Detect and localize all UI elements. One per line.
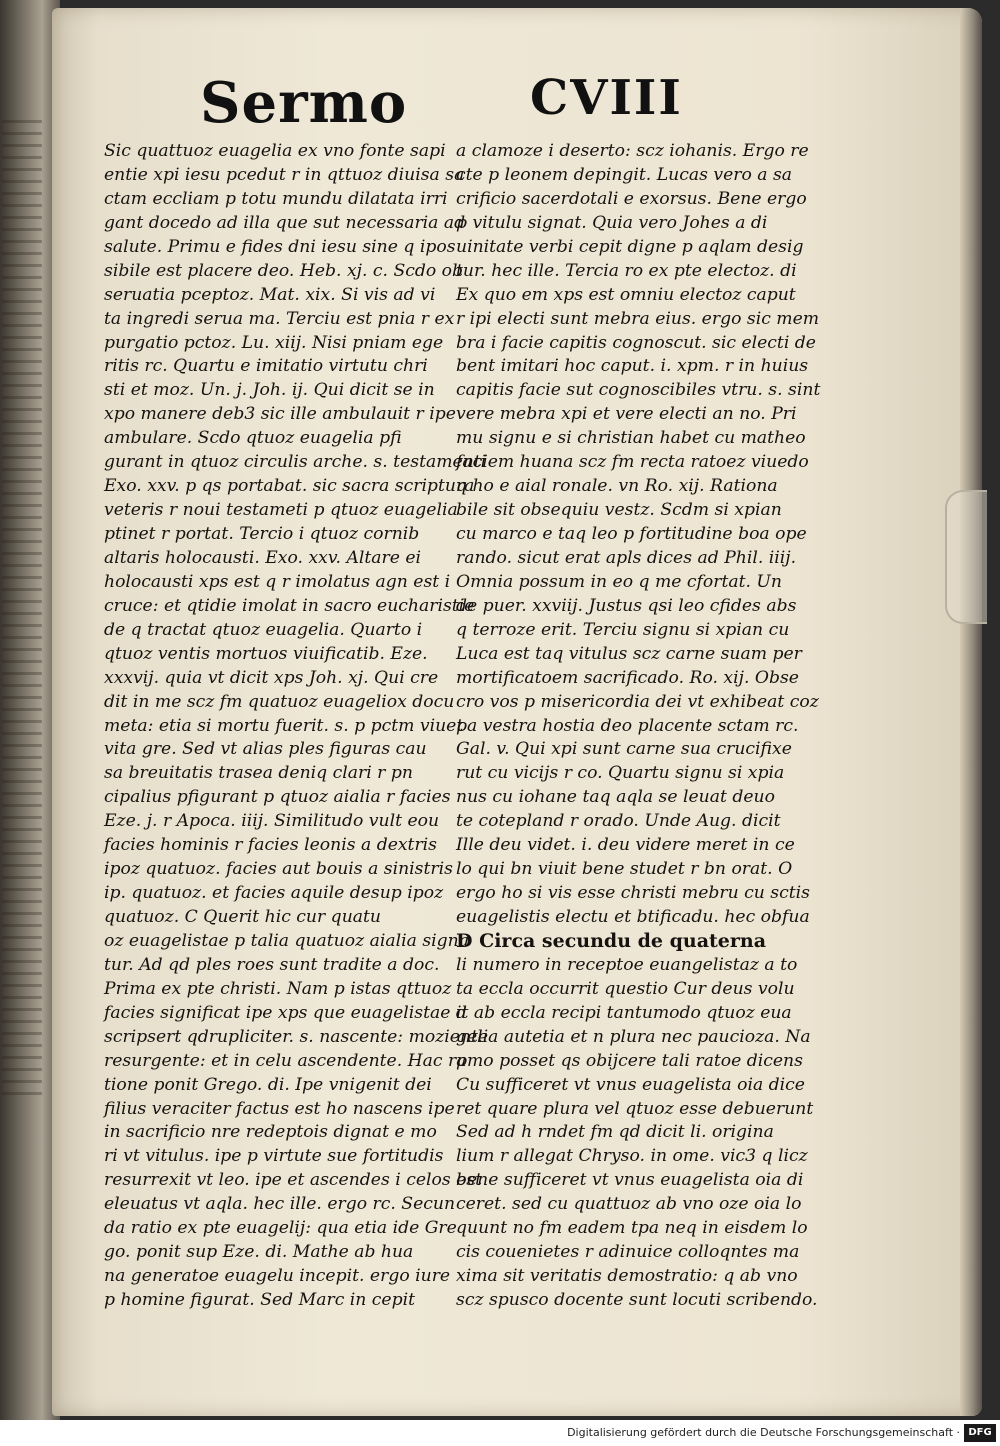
text-line: a clamoze i deserto: scz iohanis. Ergo re [456, 141, 809, 161]
text-line: ptinet r portat. Tercio i qtuoz cornib [104, 524, 420, 544]
text-line: ret quare plura vel qtuoz esse debuerunt [456, 1098, 814, 1119]
text-line: ta eccla occurrit questio Cur deus volu [456, 978, 795, 999]
text-line: filius veraciter factus est ho nascens ipe [104, 1098, 455, 1119]
text-line: Omnia possum in eo q me cfortat. Un [456, 571, 782, 592]
text-line: vere mebra xpi et vere electi an no. Pri [456, 404, 797, 425]
text-line: pmo posset qs obijcere tali ratoe dicens [456, 1050, 803, 1071]
dfg-logo: DFG [964, 1424, 996, 1442]
text-line: Sed ad h rndet fm qd dicit li. origina [456, 1122, 774, 1143]
text-line: resurrexit vt leo. ipe et ascendes i celos est [104, 1170, 483, 1191]
text-line: sti et moz. Un. j. Joh. ij. Qui dicit se in [104, 380, 435, 401]
text-line: tur. hec ille. Tercia ro ex pte electoz. di [456, 260, 797, 281]
text-line: gelia autetia et n plura nec paucioza. Na [456, 1026, 811, 1047]
text-line: na generatoe euagelu incepit. ergo iure [104, 1266, 451, 1287]
text-line: li numero in receptoe euangelistaz a to [456, 954, 798, 975]
text-line: Prima ex pte christi. Nam p istas qttuoz [104, 978, 452, 999]
footer-bar [0, 1420, 1000, 1446]
footer-credit: Digitalisierung gefördert durch die Deutsche Forschungsgemeinschaft · [567, 1426, 960, 1439]
text-line: salute. Primu e fides dni iesu sine q ipos [104, 236, 456, 257]
text-line: scz spusco docente sunt locuti scribendo. [456, 1290, 818, 1310]
text-line: Luca est taq vitulus scz carne suam per [456, 643, 802, 664]
text-line: crificio sacerdotali e exorsus. Bene ergo [456, 188, 807, 209]
text-line: vita gre. Sed vt alias ples figuras cau [104, 739, 427, 760]
facing-page-edge [0, 0, 60, 1420]
page-clip [945, 490, 987, 624]
text-line: go. ponit sup Eze. di. Mathe ab hua [104, 1242, 414, 1263]
text-line: cro vos p misericordia dei vt exhibeat coz [456, 691, 819, 712]
text-line: ctam eccliam p totu mundu dilatata irri [104, 188, 448, 209]
text-line: gurant in qtuoz circulis arche. s. testamenti [104, 452, 487, 473]
text-line: pa vestra hostia deo placente sctam rc. [456, 715, 799, 736]
page-edge [960, 8, 982, 1416]
text-line: cipalius pfigurant p qtuoz aialia r facies [104, 787, 451, 808]
text-line: mortificatoem sacrificado. Ro. xij. Obse [456, 667, 799, 688]
text-line: xpo manere deb3 sic ille ambulauit r ipe [104, 404, 456, 425]
text-line: tione ponit Grego. di. Ipe vnigenit dei [104, 1074, 432, 1095]
text-line: ceret. sed cu quattuoz ab vno oze oia lo [456, 1194, 802, 1215]
text-line: oz euagelistae p talia quatuoz aialia signa [104, 930, 469, 951]
text-line: facies hominis r facies leonis a dextris [104, 835, 437, 856]
text-line: xxxvij. quia vt dicit xps Joh. xj. Qui cre [104, 667, 439, 688]
text-line: entie xpi iesu pcedut r in qttuoz diuisa sa [104, 164, 465, 185]
text-line: de puer. xxviij. Justus qsi leo cfides abs [456, 595, 797, 616]
text-line: capitis facie sut cognoscibiles vtru. s. sint [456, 380, 821, 401]
text-line: Sic quattuoz euagelia ex vno fonte sapi [104, 141, 446, 161]
text-line: mu signu e si christian habet cu matheo [456, 428, 806, 449]
text-line: de q tractat qtuoz euagelia. Quarto i [104, 619, 423, 640]
text-line: bile sit obsequiu vestz. Scdm si xpian [456, 500, 782, 521]
text-line: q terroze erit. Terciu signu si xpian cu [456, 619, 790, 640]
text-line: ri vt vitulus. ipe p virtute sue fortitudis [104, 1146, 444, 1167]
text-line: cte p leonem depingit. Lucas vero a sa [456, 164, 793, 185]
text-line: veteris r noui testameti p qtuoz euagelia [104, 500, 458, 521]
text-line: q ho e aial ronale. vn Ro. xij. Rationa [456, 476, 778, 497]
text-line: qtuoz ventis mortuos viuificatib. Eze. [104, 643, 428, 664]
text-line: Eze. j. r Apoca. iiij. Similitudo vult eou [104, 811, 440, 832]
text-line: nus cu iohane taq aqla se leuat deuo [456, 787, 775, 808]
text-line: ipoz quatuoz. facies aut bouis a sinistris [104, 859, 453, 880]
text-line: Exo. xxv. p qs portabat. sic sacra scriptura [104, 476, 475, 497]
text-line: dit in me scz fm quatuoz euageliox docu [104, 691, 455, 712]
text-line: quunt no fm eadem tpa neq in eisdem lo [456, 1218, 808, 1239]
text-line: resurgente: et in celu ascendente. Hac ra [104, 1050, 467, 1071]
text-line: cis couenietes r adinuice colloqntes ma [456, 1242, 800, 1263]
section-heading: D Circa secundu de quaterna [456, 929, 767, 952]
text-line: euagelistis electu et btificadu. hec obfua [456, 907, 810, 927]
text-line: faciem huana scz fm recta ratoez viuedo [456, 452, 809, 473]
text-line: Gal. v. Qui xpi sunt carne sua crucifixe [456, 739, 792, 760]
text-line: bent imitari hoc caput. i. xpm. r in huius [456, 356, 809, 377]
text-line: holocausti xps est q r imolatus agn est i [104, 571, 451, 592]
text-line: ergo ho si vis esse christi mebru cu sctis [456, 883, 810, 904]
text-line: lo qui bn viuit bene studet r bn orat. O [456, 859, 793, 880]
text-line: uinitate verbi cepit digne p aqlam desig [456, 236, 804, 257]
text-line: in sacrificio nre redeptois dignat e mo [104, 1122, 437, 1143]
text-line: lium r allegat Chryso. in ome. vic3 q licz [456, 1146, 808, 1167]
text-line: sibile est placere deo. Heb. xj. c. Scdo ob [104, 260, 464, 281]
text-line: Ex quo em xps est omniu electoz caput [456, 284, 796, 305]
text-column-right [456, 140, 821, 1313]
text-line: rando. sicut erat apls dices ad Phil. iiij. [456, 547, 797, 568]
text-line: eleuatus vt aqla. hec ille. ergo rc. Secun [104, 1194, 456, 1215]
text-line: p homine figurat. Sed Marc in cepit [104, 1290, 416, 1310]
text-line: rut cu vicijs r co. Quartu signu si xpia [456, 763, 785, 784]
text-line: sa breuitatis trasea deniq clari r pn [104, 763, 413, 784]
text-line: tur. Ad qd ples roes sunt tradite a doc. [104, 954, 440, 975]
text-line: ip. quatuoz. et facies aquile desup ipoz [104, 883, 444, 904]
text-line: Cu sufficeret vt vnus euagelista oia dice [456, 1074, 805, 1095]
text-line: ambulare. Scdo qtuoz euagelia pfi [104, 428, 402, 449]
text-line: bra i facie capitis cognoscut. sic electi de [456, 332, 816, 353]
text-line: xima sit veritatis demostratio: q ab vno [456, 1266, 798, 1287]
heading-sermo: Sermo [200, 70, 408, 136]
text-line: it ab eccla recipi tantumodo qtuoz eua [456, 1002, 792, 1023]
text-line: bene sufficeret vt vnus euagelista oia di [456, 1170, 804, 1191]
heading-number: CVIII [530, 70, 683, 126]
facing-page-text [2, 120, 42, 1100]
text-line: quatuoz. C Querit hic cur quatu [104, 907, 381, 927]
text-line: altaris holocausti. Exo. xxv. Altare ei [104, 547, 422, 568]
text-line: te cotepland r orado. Unde Aug. dicit [456, 811, 781, 832]
text-line: cu marco e taq leo p fortitudine boa ope [456, 524, 807, 544]
text-line: da ratio ex pte euagelij: qua etia ide Gre [104, 1218, 457, 1239]
text-line: ritis rc. Quartu e imitatio virtutu chri [104, 356, 428, 377]
text-line: gant docedo ad illa que sut necessaria ad [104, 212, 466, 233]
text-line: scripsert qdrupliciter. s. nascente: moziente [104, 1026, 489, 1047]
text-line: cruce: et qtidie imolat in sacro eucharistie [104, 595, 475, 616]
text-line: r ipi electi sunt mebra eius. ergo sic mem [456, 308, 820, 329]
text-line: p vitulu signat. Quia vero Johes a di [456, 212, 768, 233]
text-line: meta: etia si mortu fuerit. s. p pctm viuet [104, 715, 464, 736]
text-line: Ille deu videt. i. deu videre meret in ce [456, 835, 795, 856]
text-line: ta ingredi serua ma. Terciu est pnia r ex [104, 308, 455, 329]
text-line: seruatia pceptoz. Mat. xix. Si vis ad vi [104, 284, 436, 305]
text-line: purgatio pctoz. Lu. xiij. Nisi pniam ege [104, 332, 444, 353]
text-line: facies significat ipe xps que euagelistae d [104, 1002, 467, 1023]
text-column-left [104, 140, 489, 1313]
page-heading [0, 70, 1000, 140]
